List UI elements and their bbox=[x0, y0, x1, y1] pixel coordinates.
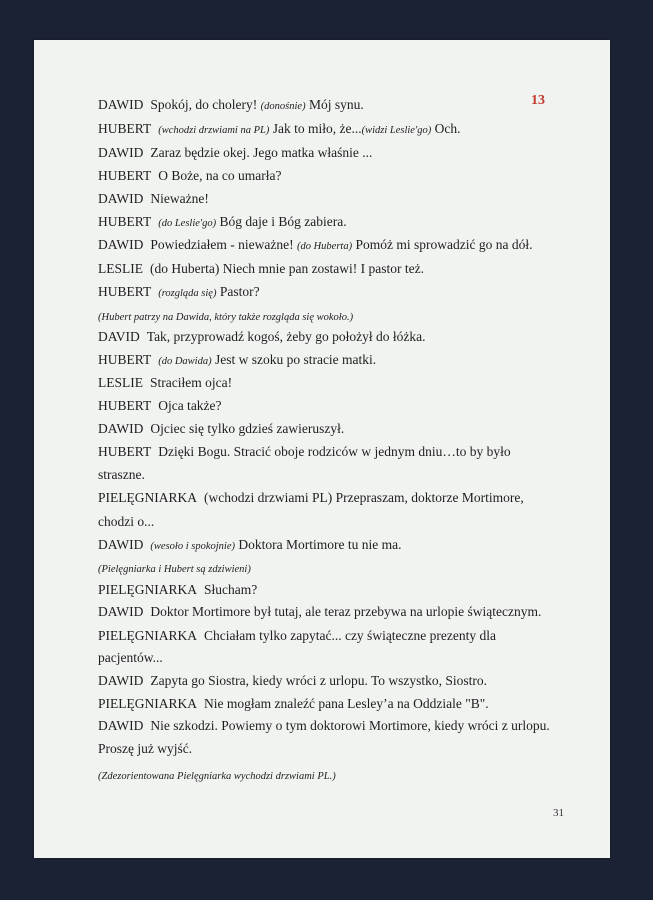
dialogue-text: Tak, przyprowadź kogoś, żeby go położył do łóżka. bbox=[146, 329, 426, 344]
page-number: 31 bbox=[553, 807, 564, 819]
speaker-name: DAVID bbox=[98, 329, 140, 344]
dialogue-line bbox=[98, 352, 568, 368]
script-page bbox=[34, 40, 610, 858]
dialogue-continuation bbox=[98, 467, 568, 483]
speaker-name: DAWID bbox=[98, 718, 144, 733]
dialogue-text: Jak to miło, że... bbox=[269, 121, 362, 136]
stage-direction-text: (Pielęgniarka i Hubert są zdziwieni) bbox=[98, 564, 251, 575]
dialogue-text: Straciłem ojca! bbox=[150, 375, 233, 390]
speaker-name: HUBERT bbox=[98, 284, 152, 299]
speaker-name: LESLIE bbox=[98, 261, 143, 276]
speaker-name: DAWID bbox=[98, 604, 144, 619]
speaker-name: HUBERT bbox=[98, 352, 152, 367]
dialogue-line bbox=[98, 168, 568, 184]
inline-direction: (widzi Leslie'go) bbox=[361, 125, 432, 136]
stage-direction-text: (Zdezorientowana Pielęgniarka wychodzi drzwiami PL.) bbox=[98, 771, 336, 782]
dialogue-text: Spokój, do cholery! bbox=[150, 97, 261, 112]
inline-direction: (do Huberta) bbox=[296, 241, 353, 252]
inline-direction: (do Leslie'go) bbox=[158, 218, 217, 229]
dialogue-line bbox=[98, 582, 568, 598]
dialogue-text: Proszę już wyjść. bbox=[98, 741, 193, 756]
inline-direction: (donośnie) bbox=[260, 101, 306, 112]
speaker-name: DAWID bbox=[98, 421, 144, 436]
dialogue-line bbox=[98, 421, 568, 437]
dialogue-text: Doktora Mortimore tu nie ma. bbox=[234, 537, 402, 552]
dialogue-text: Pastor? bbox=[216, 284, 260, 299]
dialogue-line bbox=[98, 191, 568, 207]
speaker-name: HUBERT bbox=[98, 444, 152, 459]
dialogue-text: Słucham? bbox=[204, 582, 258, 597]
speaker-name: LESLIE bbox=[98, 375, 143, 390]
scene-number: 13 bbox=[531, 93, 545, 108]
dialogue-line bbox=[98, 145, 568, 161]
dialogue-line bbox=[98, 214, 568, 230]
dialogue-text: Powiedziałem - nieważne! bbox=[150, 237, 297, 252]
dialogue-line bbox=[98, 398, 568, 414]
speaker-name: DAWID bbox=[98, 97, 144, 112]
dialogue-text: straszne. bbox=[98, 467, 145, 482]
dialogue-text: (wchodzi drzwiami PL) Przepraszam, doktorze Mortimore, bbox=[204, 490, 524, 505]
dialogue-text: pacjentów... bbox=[98, 650, 163, 665]
dialogue-text: Ojciec się tylko gdzieś zawieruszył. bbox=[150, 421, 345, 436]
dialogue-text: Mój synu. bbox=[305, 97, 364, 112]
dialogue-line bbox=[98, 375, 568, 391]
dialogue-text: Doktor Mortimore był tutaj, ale teraz przebywa na urlopie świątecznym. bbox=[150, 604, 542, 619]
dialogue-continuation bbox=[98, 741, 568, 757]
dialogue-line bbox=[98, 97, 568, 113]
dialogue-line bbox=[98, 237, 568, 253]
inline-direction: (rozgląda się) bbox=[158, 288, 217, 299]
stage-direction-text: (Hubert patrzy na Dawida, który także rozgląda się wokoło.) bbox=[98, 312, 354, 323]
speaker-name: PIELĘGNIARKA bbox=[98, 490, 197, 505]
dialogue-line bbox=[98, 604, 568, 620]
dialogue-continuation bbox=[98, 650, 568, 666]
speaker-name: PIELĘGNIARKA bbox=[98, 582, 197, 597]
dialogue-line bbox=[98, 718, 568, 734]
stage-direction bbox=[98, 308, 568, 324]
dialogue-text: (do Huberta) Niech mnie pan zostawi! I pastor też. bbox=[150, 261, 425, 276]
dialogue-text: Pomóż mi sprowadzić go na dół. bbox=[352, 237, 533, 252]
speaker-name: HUBERT bbox=[98, 168, 152, 183]
speaker-name: DAWID bbox=[98, 191, 144, 206]
dialogue-text: O Boże, na co umarła? bbox=[158, 168, 282, 183]
dialogue-line bbox=[98, 696, 568, 712]
dialogue-text: chodzi o... bbox=[98, 514, 155, 529]
stage-direction bbox=[98, 560, 568, 576]
dialogue-text: Nieważne! bbox=[150, 191, 209, 206]
dialogue-line bbox=[98, 537, 568, 553]
dialogue-text: Zaraz będzie okej. Jego matka właśnie ... bbox=[150, 145, 373, 160]
dialogue-line bbox=[98, 261, 568, 277]
dialogue-text: Ojca także? bbox=[158, 398, 222, 413]
speaker-name: PIELĘGNIARKA bbox=[98, 696, 197, 711]
speaker-name: PIELĘGNIARKA bbox=[98, 628, 197, 643]
dialogue-line bbox=[98, 628, 568, 644]
inline-direction: (do Dawida) bbox=[158, 356, 212, 367]
dialogue-line bbox=[98, 444, 568, 460]
dialogue-text: Zapyta go Siostra, kiedy wróci z urlopu. To wszystko, Siostro. bbox=[150, 673, 488, 688]
speaker-name: HUBERT bbox=[98, 121, 152, 136]
speaker-name: DAWID bbox=[98, 145, 144, 160]
speaker-name: DAWID bbox=[98, 673, 144, 688]
inline-direction: (wesoło i spokojnie) bbox=[150, 541, 235, 552]
dialogue-text: Och. bbox=[431, 121, 461, 136]
inline-direction: (wchodzi drzwiami na PL) bbox=[158, 125, 270, 136]
dialogue-text: Nie szkodzi. Powiemy o tym doktorowi Mortimore, kiedy wróci z urlopu. bbox=[150, 718, 550, 733]
dialogue-text: Dzięki Bogu. Stracić oboje rodziców w jednym dniu…to by było bbox=[158, 444, 511, 459]
stage-direction bbox=[98, 767, 568, 783]
speaker-name: HUBERT bbox=[98, 214, 152, 229]
dialogue-line bbox=[98, 329, 568, 345]
dialogue-text: Bóg daje i Bóg zabiera. bbox=[216, 214, 347, 229]
dialogue-line bbox=[98, 490, 568, 506]
dialogue-text: Jest w szoku po stracie matki. bbox=[211, 352, 377, 367]
speaker-name: HUBERT bbox=[98, 398, 152, 413]
dialogue-text: Nie mogłam znaleźć pana Lesley’a na Oddziale "B". bbox=[204, 696, 489, 711]
speaker-name: DAWID bbox=[98, 537, 144, 552]
dialogue-line bbox=[98, 673, 568, 689]
dialogue-continuation bbox=[98, 514, 568, 530]
speaker-name: DAWID bbox=[98, 237, 144, 252]
dialogue-line bbox=[98, 121, 568, 137]
dialogue-text: Chciałam tylko zapytać... czy świąteczne prezenty dla bbox=[204, 628, 496, 643]
dialogue-line bbox=[98, 284, 568, 300]
